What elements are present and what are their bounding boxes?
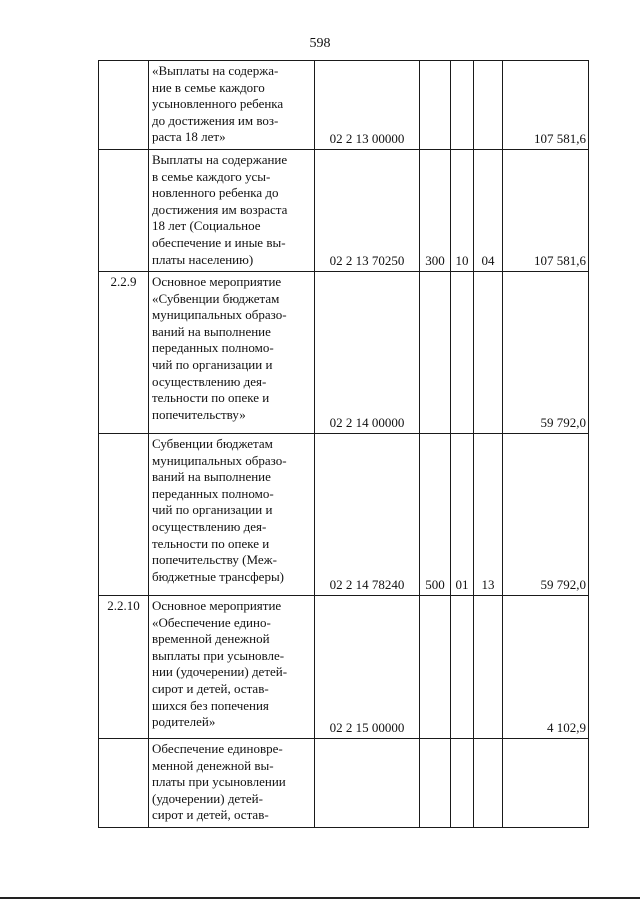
expense-type	[420, 272, 451, 434]
subsection-code	[474, 272, 503, 434]
section-code	[451, 739, 474, 828]
section-code	[451, 272, 474, 434]
target-code	[315, 739, 420, 828]
row-number	[99, 434, 149, 596]
section-code: 10	[451, 150, 474, 272]
row-number: 2.2.10	[99, 596, 149, 739]
table-row	[99, 434, 589, 596]
expense-type: 500	[420, 434, 451, 596]
page-number: 598	[309, 36, 331, 51]
expense-type	[420, 596, 451, 739]
table-row	[99, 739, 589, 828]
expense-type	[420, 61, 451, 150]
subsection-code: 13	[474, 434, 503, 596]
table-row	[99, 596, 589, 739]
amount	[503, 739, 589, 828]
row-number: 2.2.9	[99, 272, 149, 434]
budget-table	[98, 60, 589, 828]
table-row	[99, 61, 589, 150]
amount: 107 581,6	[503, 61, 589, 150]
subsection-code: 04	[474, 150, 503, 272]
subsection-code	[474, 739, 503, 828]
target-code: 02 2 13 00000	[315, 61, 420, 150]
row-name: «Выплаты на содержа- ние в семье каждого усыновленного ребенка до достижения им воз- раста 18 лет»	[149, 61, 315, 150]
expense-type: 300	[420, 150, 451, 272]
row-name: Выплаты на содержание в семье каждого усы- новленного ребенка до достижения им возраста 18 лет (Социальное обеспечение и иные вы- платы населению)	[149, 150, 315, 272]
row-number	[99, 150, 149, 272]
target-code: 02 2 14 00000	[315, 272, 420, 434]
section-code: 01	[451, 434, 474, 596]
subsection-code	[474, 61, 503, 150]
row-name: Основное мероприятие «Субвенции бюджетам муниципальных образо- ваний на выполнение переданных полномо- чий по организации и осуществлению дея- тельности по опеке и попечительству»	[149, 272, 315, 434]
amount: 59 792,0	[503, 272, 589, 434]
row-name: Обеспечение единовре- менной денежной вы- платы при усыновлении (удочерении) детей- сирот и детей, остав-	[149, 739, 315, 828]
amount: 4 102,9	[503, 596, 589, 739]
target-code: 02 2 15 00000	[315, 596, 420, 739]
target-code: 02 2 13 70250	[315, 150, 420, 272]
row-name: Субвенции бюджетам муниципальных образо- ваний на выполнение переданных полномо- чий по организации и осуществлению дея- тельности по опеке и попечительству (Меж- бюджетные трансферы)	[149, 434, 315, 596]
row-name: Основное мероприятие «Обеспечение едино- временной денежной выплаты при усыновле- нии (удочерении) детей- сирот и детей, остав- шихся без попечения родителей»	[149, 596, 315, 739]
amount: 59 792,0	[503, 434, 589, 596]
footer-rule	[0, 897, 640, 899]
subsection-code	[474, 596, 503, 739]
table-row	[99, 272, 589, 434]
amount: 107 581,6	[503, 150, 589, 272]
target-code: 02 2 14 78240	[315, 434, 420, 596]
expense-type	[420, 739, 451, 828]
table-row	[99, 150, 589, 272]
section-code	[451, 596, 474, 739]
row-number	[99, 739, 149, 828]
section-code	[451, 61, 474, 150]
row-number	[99, 61, 149, 150]
